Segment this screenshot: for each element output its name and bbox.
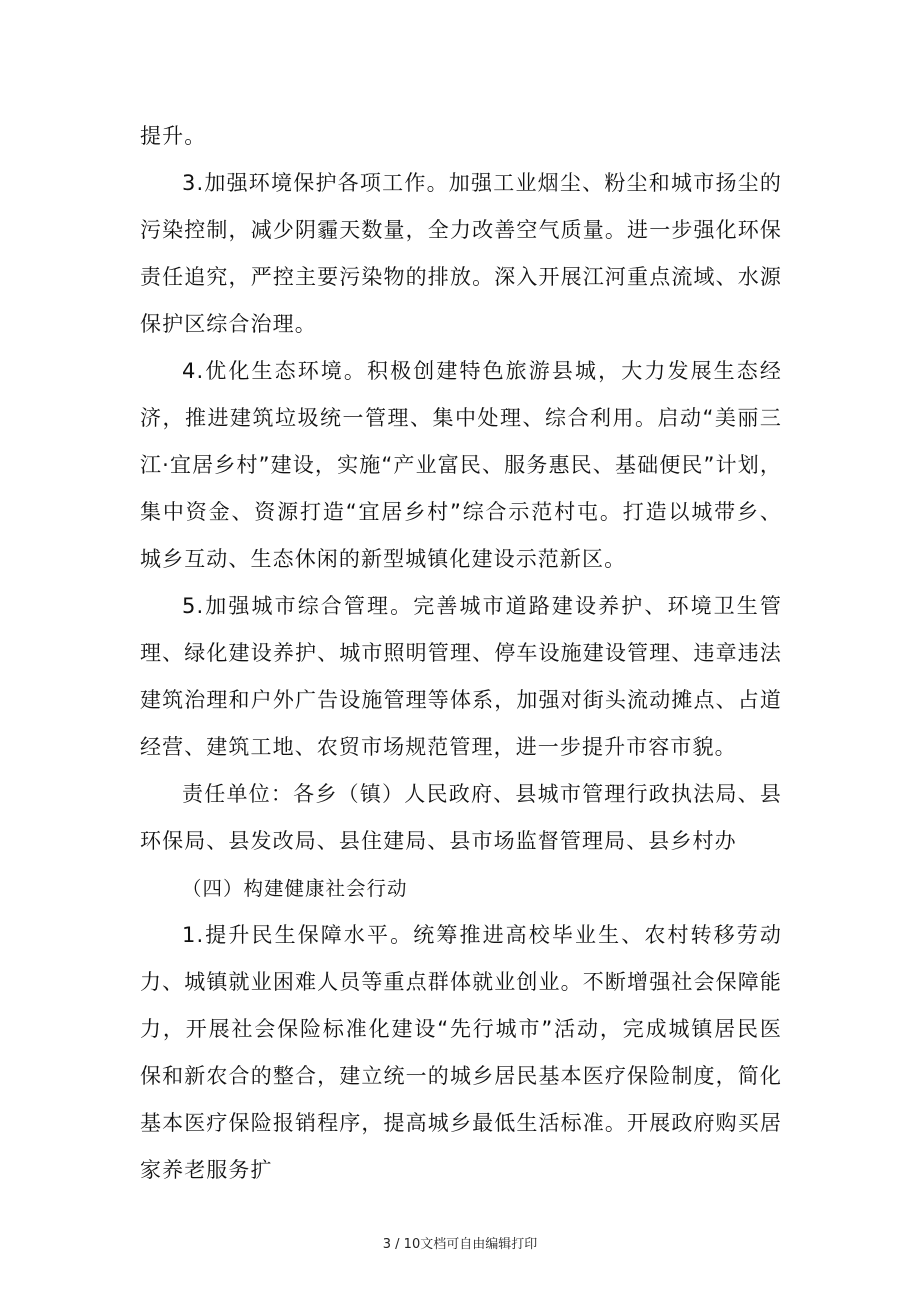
paragraph-livelihood: 1.提升民生保障水平。统筹推进高校毕业生、农村转移劳动力、城镇就业困难人员等重点群体就业创业。不断增强社会保障能力，开展社会保险标准化建设“先行城市”活动，完成城镇居民医保和新农合的整合，建立统一的城乡居民基本医疗保险制度，简化基本医疗保险报销程序，提高城乡最低生活标准。开展政府购买居家养老服务扩 <box>140 923 782 1182</box>
document-body <box>140 113 782 1194</box>
paragraph-continuation: 提升。 <box>140 124 207 148</box>
paragraph-ecology: 4.优化生态环境。积极创建特色旅游县城，大力发展生态经济，推进建筑垃圾统一管理、集中处理、综合利用。启动“美丽三江·宜居乡村”建设，实施“产业富民、服务惠民、基础便民”计划，集中资金、资源打造“宜居乡村”综合示范村屯。打造以城带乡、城乡互动、生态休闲的新型城镇化建设示范新区。 <box>140 359 782 571</box>
section-heading: （四）构建健康社会行动 <box>182 877 408 900</box>
paragraph-environment-protection: 3.加强环境保护各项工作。加强工业烟尘、粉尘和城市扬尘的污染控制，减少阴霾天数量，全力改善空气质量。进一步强化环保责任追究，严控主要污染物的排放。深入开展江河重点流域、水源保护区综合治理。 <box>140 171 782 336</box>
paragraph-responsible-units: 责任单位：各乡（镇）人民政府、县城市管理行政执法局、县环保局、县发改局、县住建局、县市场监督管理局、县乡村办 <box>140 782 782 853</box>
paragraph-city-management: 5.加强城市综合管理。完善城市道路建设养护、环境卫生管理、绿化建设养护、城市照明管理、停车设施建设管理、违章违法建筑治理和户外广告设施管理等体系，加强对街头流动摊点、占道经营、建筑工地、农贸市场规范管理，进一步提升市容市貌。 <box>140 594 782 759</box>
page-footer: 3 / 10文档可自由编辑打印 <box>382 1237 538 1252</box>
